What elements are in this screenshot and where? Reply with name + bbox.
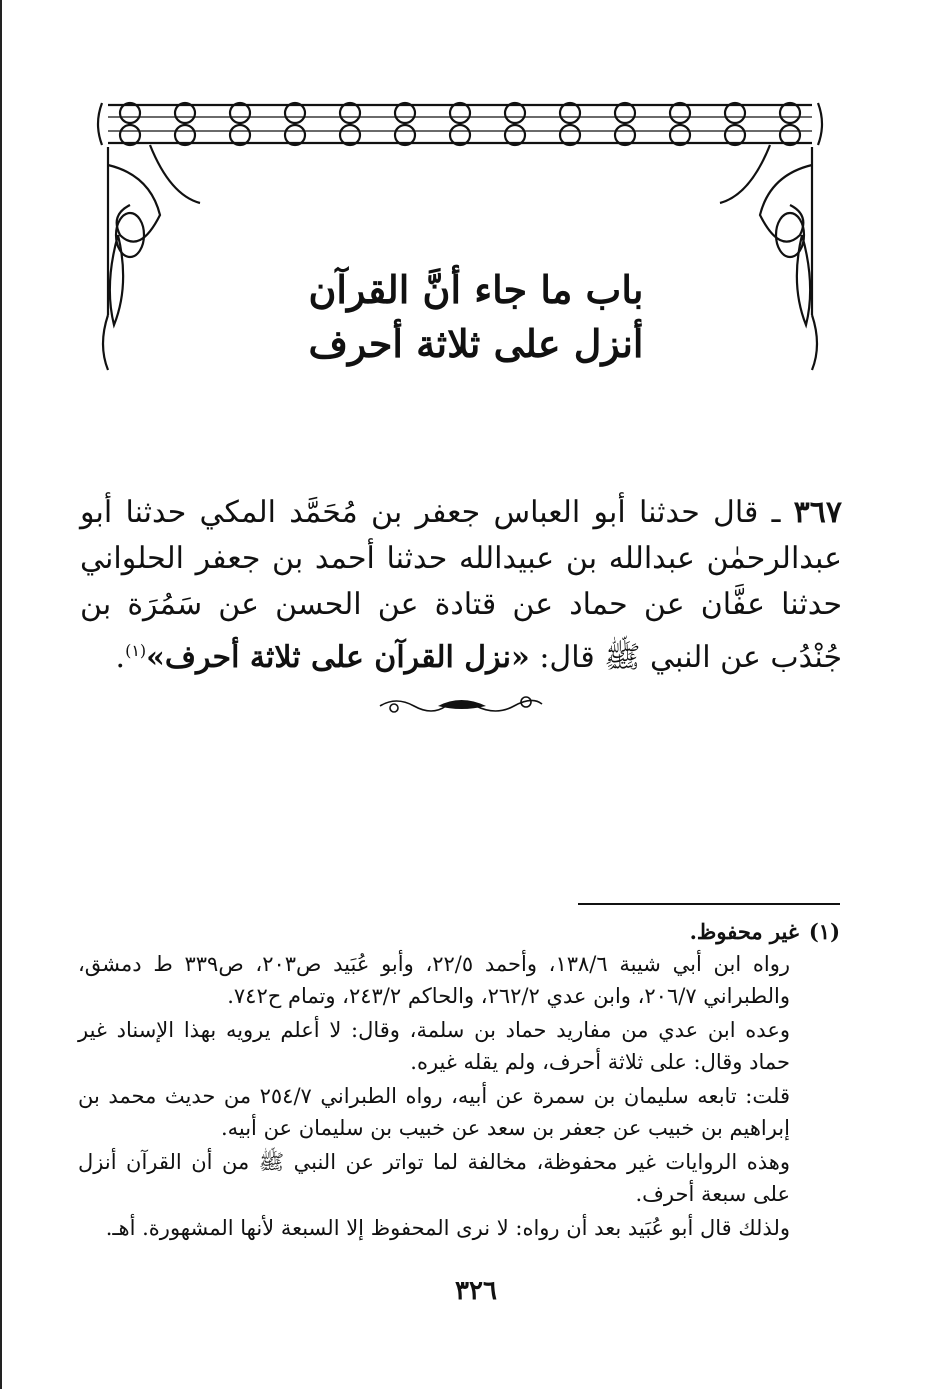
page-edge bbox=[0, 0, 2, 1389]
page-number: ٣٢٦ bbox=[455, 1276, 497, 1306]
hadith-isnad: ـ قال حدثنا أبو العباس جعفر بن مُحَمَّد المكي حدثنا أبو عبدالرحمٰن عبدالله بن عبيدالله حدثنا أحمد بن جعفر الحلواني حدثنا عفَّان عن حماد عن قتادة عن الحسن عن سَمُرَة بن جُنْدُب عن النبي ﷺ قال: bbox=[80, 495, 842, 675]
hadith-end-mark: . bbox=[115, 640, 126, 675]
section-divider-ornament bbox=[376, 690, 546, 720]
footnotes bbox=[78, 916, 840, 1246]
footnote-label: غير محفوظ. bbox=[689, 919, 799, 944]
footnote-marker: (١) bbox=[808, 919, 840, 944]
footnote-reference[interactable]: (١) bbox=[125, 641, 147, 660]
footnote-paragraph: وعده ابن عدي من مفاريد حماد بن سلمة، وقال: لا أعلم يرويه بهذا الإسناد غير حماد وقال: على ثلاثة أحرف، ولم يقله غيره. bbox=[78, 1018, 790, 1074]
chapter-title-line-1: باب ما جاء أنَّ القرآن bbox=[308, 267, 644, 312]
footnote-paragraph: ولذلك قال أبو عُبَيد بعد أن رواه: لا نرى المحفوظ إلا السبعة لأنها المشهورة. أهـ. bbox=[105, 1216, 790, 1240]
footnote-heading bbox=[78, 916, 840, 948]
footnote-paragraph: قلت: تابعه سليمان بن سمرة عن أبيه، رواه الطبراني ٢٥٤/٧ من حديث محمد بن إبراهيم بن خبيب عن جعفر بن سعد عن خبيب بن سليمان عن أبيه. bbox=[78, 1084, 790, 1140]
hadith-number: ٣٦٧ bbox=[793, 495, 843, 530]
footnote-separator bbox=[578, 903, 840, 905]
hadith-matn: «نزل القرآن على ثلاثة أحرف» bbox=[146, 640, 530, 675]
hadith-text bbox=[80, 490, 842, 681]
footnote-paragraph: وهذه الروايات غير محفوظة، مخالفة لما تواتر عن النبي ﷺ من أن القرآن أنزل على سبعة أحرف. bbox=[78, 1150, 790, 1206]
footnote-paragraph: رواه ابن أبي شيبة ١٣٨/٦، وأحمد ٢٢/٥، وأبو عُبَيد ص٢٠٣، ص٣٣٩ ط دمشق، والطبراني ٢٠٦/٧، وابن عدي ٢٦٢/٢، والحاكم ٢٤٣/٢، وتمام ح٧٤٢. bbox=[78, 952, 790, 1008]
chapter-title-line-2: أنزل على ثلاثة أحرف bbox=[308, 321, 644, 366]
